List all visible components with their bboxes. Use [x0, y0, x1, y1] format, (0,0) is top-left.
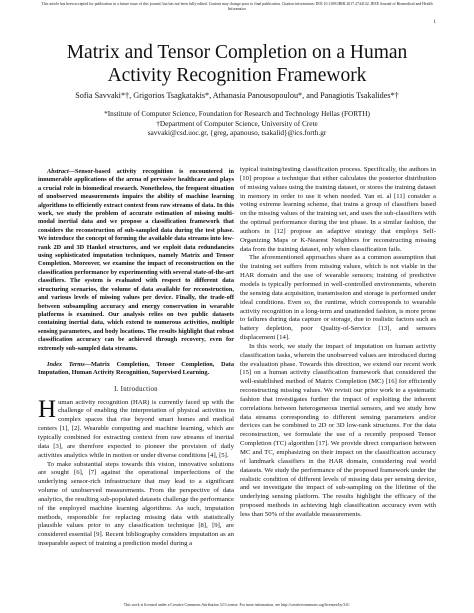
- intro-paragraph-1: [38, 395, 234, 461]
- affiliation-1: *Institute of Computer Science, Foundation for Research and Technology Hellas (FORTH): [104, 109, 370, 118]
- license-footer: This work is licensed under a Creative Commons Attribution 3.0 License. For more information, see http://creativecommons.org/licenses/by/3.0/.: [123, 603, 351, 607]
- author-list: Sofia Savvaki*†, Grigorios Tsagkatakis*, Athanasia Panousopoulou*, and Panagiotis Tsakalides*†: [75, 91, 399, 100]
- affiliations: [40, 109, 434, 138]
- paper-title: Matrix and Tensor Completion on a Human Activity Recognition Framework: [66, 42, 408, 86]
- contact-emails: savvaki@csd.uoc.gr, {greg, apanouso, tsakalid}@ics.forth.gr: [147, 128, 327, 138]
- right-paragraph-3: In this work, we study the impact of imputation on human activity classification tasks, wherein the unobserved values are introduced during the evaluation phase. Towards this direction, we extend our recent work [15] on a human activity classification framework that considered the well-established method of Matrix Completion (MC) [16] for efficiently reconstructing missing values. We revisit our prior work to a systematic fashion that investigates further the impact of exploiting the inherent correlations between heterogeneous inertial sensors, and we study how data streams corresponding to different sensing parameters and/or devices can be combined to 2D or 3D low-rank structures. For the data reconstruction, we formulate the use of a recently proposed Tensor Completion (TC) algorithm [17]. We provide direct comparison between MC and TC, emphasizing on their impact on the classification accuracy of landmark classifiers in the HAR domain, considering real world datasets. We study the performance of the proposed framework under the realistic condition of different levels of missing data per sensing device, and we investigate the impact of sub-sampling on the lifetime of the underlying sensing platform. The results highlight the efficacy of the proposed methods in achieving high classification accuracy even with less than 50% of the available measurements.: [240, 342, 436, 518]
- affiliation-2: †Department of Computer Science, University of Crete: [156, 118, 318, 128]
- abstract: [38, 168, 234, 353]
- index-terms-text: —Matrix Completion, Tensor Completion, Data Imputation, Human Activity Recognition, Supervised Learning.: [38, 360, 235, 377]
- abstract-label: Abstract: [47, 168, 69, 175]
- right-column: [240, 166, 436, 520]
- right-paragraph-2: The aforementioned approaches share as a common assumption that the training set suffers from missing values, which is not viable in the HAR domain and the use of wearable sensors; training of predictive models is typically performed in well-controlled environments, wherein the sensing data acquisition, transmission and storage is performed under ideal conditions. Even so, the runtime, which corresponds to wearable activity recognition in a long-term and unattended fashion, is more prone to failures during data capture or storage, due to realistic factors such as battery depletion, poor Quality-of-Service [13], and sensors displacement [14].: [240, 254, 436, 342]
- page-number: 1: [433, 20, 436, 25]
- right-paragraph-1: typical training/testing classification process. Specifically, the authors in [10] propose a technique that either calculates the posterior distribution of missing values using the training dataset, or stores the training dataset in memory in order to use it when needed. Yan et. al [11] consider a voting extreme learning scheme, that trains a group of classifiers based on the missing values of the training set, and uses the sub-classifiers with the optimal performance during the test phase. In a similar fashion, the authors in [12] propose an adaptive strategy that employs Self-Organizing Maps or K-Nearest Neighbors for reconstructing missing data from the training dataset, only when classification fails.: [240, 166, 436, 253]
- index-terms: [38, 361, 234, 378]
- intro-paragraph-2: To make substantial steps towards this vision, innovative solutions are sought [6], [7] against the operational imperfections of the underlying sensor-rich infrastructure that may lead to a significant volume of unobserved measurements. From the perspective of data analytics, the resulting sub-populated datasets challenge the performance of the employed machine learning algorithms. As such, imputation methods, responsible for replacing missing data with statistically plausible values prior to any classification technique [8], [9], are considered essential [9]. Recent bibliography considers imputation as an inseparable aspect of training a prediction model during a: [38, 460, 234, 548]
- journal-header-notice: This article has been accepted for publication in a future issue of this journal, but has not been fully edited. Content may change prior to final publication. Citation information: DOI 10.1109/JBHI.2017.2744132, IEEE Journal of Biomedical and Health Informatics: [41, 2, 433, 12]
- intro-paragraph-1-text: uman activity recognition (HAR) is currently faced up with the challenge of enabling the interpretation of physical activities in complex spaces that rise beyond smart homes and medical centers [1], [2]. Wearable computing and machine learning, which are typically combined for extracting context from raw streams of inertial data [3], are therefore expected to pioneer the provision of daily activities analytics while in motion or under diverse conditions [4], [5].: [38, 398, 234, 459]
- abstract-text: —Sensor-based activity recognition is encountered in innumerable applications of the arena of pervasive healthcare and plays a crucial role in biomedical research. Nonetheless, the frequent situation of unobserved measurements impairs the ability of machine learning algorithms to efficiently extract context from raw streams of data. In this work, we study the problem of accurate estimation of missing multi-modal inertial data and we propose a classification framework that considers the reconstruction of sub-sampled data during the test phase. We introduce the concept of forming the available data streams into low-rank 2D and 3D Hankel structures, and we exploit data redundancies using sophisticated imputation techniques, namely Matrix and Tensor Completion. Moreover, we examine the impact of reconstruction on the classification performance by experimenting with several state-of-the-art classifiers. The system is evaluated with respect to different data structuring scenarios, the volume of data available for reconstruction, and various levels of missing values per device. Finally, the trade-off between subsampling accuracy and energy conservation in wearable platforms is examined. Our analysis relies on two public datasets containing inertial data, which extend to numerous activities, multiple sensing parameters, and body locations. The results highlight that robust classification accuracy can be achieved through recovery, even for extremely sub-sampled data streams.: [38, 168, 234, 352]
- section-heading-introduction: I. Introduction: [114, 385, 158, 393]
- left-column: [38, 168, 234, 549]
- dropcap-letter: H: [38, 395, 57, 423]
- index-terms-label: Index Terms: [47, 360, 85, 368]
